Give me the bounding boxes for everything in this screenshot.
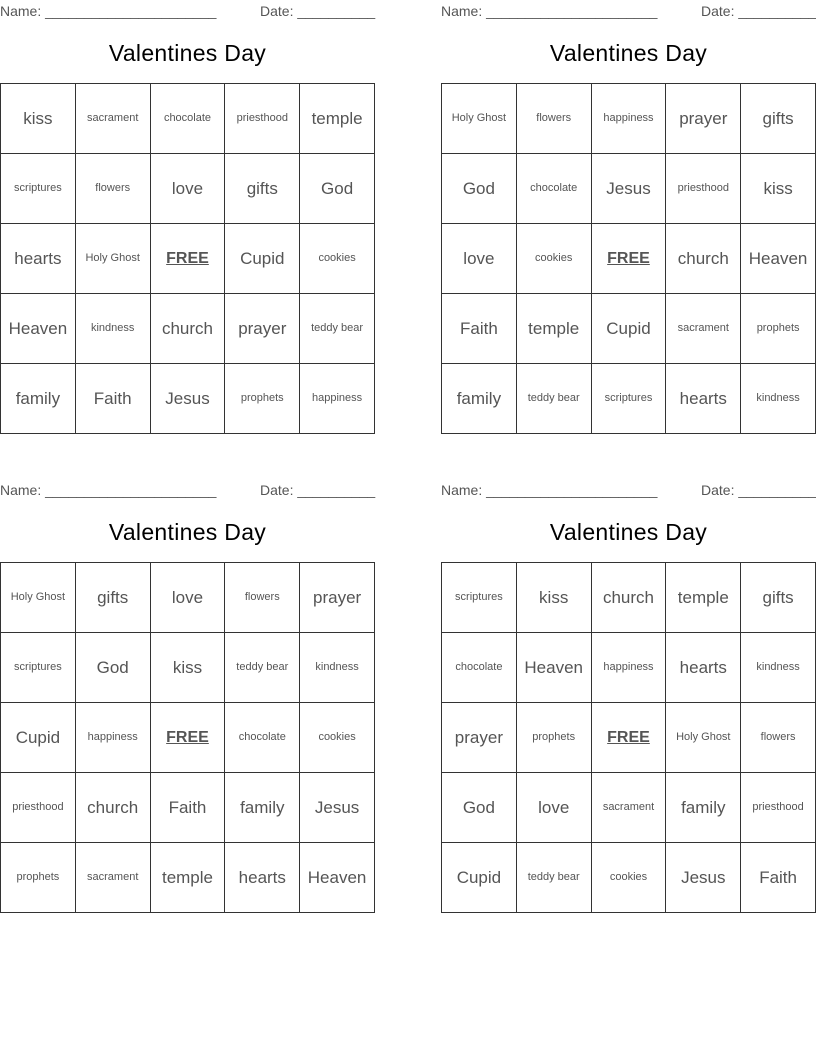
bingo-grid	[441, 83, 816, 434]
bingo-cell: sacrament	[666, 294, 741, 364]
date-label: Date: __________	[701, 3, 816, 19]
bingo-cell: Faith	[151, 773, 226, 843]
bingo-cell: teddy bear	[225, 633, 300, 703]
bingo-cell: love	[517, 773, 592, 843]
name-label: Name: ______________________	[441, 3, 658, 19]
bingo-cell: God	[300, 154, 375, 224]
bingo-cell: cookies	[592, 843, 667, 913]
bingo-cell: Heaven	[1, 294, 76, 364]
bingo-cell: Faith	[442, 294, 517, 364]
bingo-cell: Holy Ghost	[442, 84, 517, 154]
bingo-cell: priesthood	[666, 154, 741, 224]
card-title: Valentines Day	[108, 519, 267, 545]
free-space: FREE	[151, 703, 226, 773]
name-label: Name: ______________________	[441, 482, 658, 498]
card-title: Valentines Day	[549, 40, 708, 66]
bingo-cell: priesthood	[225, 84, 300, 154]
bingo-cell: sacrament	[592, 773, 667, 843]
bingo-cell: chocolate	[151, 84, 226, 154]
bingo-cell: cookies	[300, 703, 375, 773]
free-space: FREE	[592, 703, 667, 773]
bingo-cell: temple	[300, 84, 375, 154]
bingo-cell: priesthood	[741, 773, 816, 843]
bingo-cell: kindness	[76, 294, 151, 364]
free-space: FREE	[592, 224, 667, 294]
bingo-cell: scriptures	[442, 563, 517, 633]
bingo-cell: kindness	[741, 633, 816, 703]
bingo-cell: prayer	[666, 84, 741, 154]
bingo-cell: sacrament	[76, 843, 151, 913]
bingo-cell: gifts	[225, 154, 300, 224]
bingo-cell: flowers	[76, 154, 151, 224]
bingo-card-2	[441, 0, 816, 435]
bingo-cell: flowers	[517, 84, 592, 154]
bingo-cell: prayer	[442, 703, 517, 773]
bingo-cell: love	[151, 154, 226, 224]
date-label: Date: __________	[260, 3, 376, 19]
bingo-cell: hearts	[666, 633, 741, 703]
bingo-cell: chocolate	[225, 703, 300, 773]
card-header	[441, 3, 816, 19]
bingo-cell: Cupid	[1, 703, 76, 773]
bingo-cell: God	[76, 633, 151, 703]
bingo-cell: love	[151, 563, 226, 633]
bingo-cell: kindness	[300, 633, 375, 703]
bingo-cell: cookies	[300, 224, 375, 294]
name-label: Name: ______________________	[0, 3, 217, 19]
bingo-cell: hearts	[666, 364, 741, 434]
bingo-cell: kindness	[741, 364, 816, 434]
bingo-cell: gifts	[76, 563, 151, 633]
bingo-cell: flowers	[741, 703, 816, 773]
bingo-cell: church	[151, 294, 226, 364]
bingo-cell: prayer	[300, 563, 375, 633]
date-label: Date: __________	[260, 482, 376, 498]
bingo-cell: cookies	[517, 224, 592, 294]
bingo-cell: church	[666, 224, 741, 294]
bingo-cell: temple	[666, 563, 741, 633]
bingo-card-1	[0, 0, 375, 435]
bingo-cell: Jesus	[666, 843, 741, 913]
bingo-cell: hearts	[225, 843, 300, 913]
bingo-cell: Cupid	[442, 843, 517, 913]
name-label: Name: ______________________	[0, 482, 217, 498]
bingo-cell: Heaven	[300, 843, 375, 913]
bingo-cell: Heaven	[517, 633, 592, 703]
bingo-cell: Faith	[741, 843, 816, 913]
bingo-cell: kiss	[741, 154, 816, 224]
bingo-cell: gifts	[741, 84, 816, 154]
bingo-cell: sacrament	[76, 84, 151, 154]
bingo-cell: kiss	[517, 563, 592, 633]
card-header	[441, 482, 816, 498]
bingo-cell: priesthood	[1, 773, 76, 843]
bingo-cell: happiness	[300, 364, 375, 434]
bingo-cell: hearts	[1, 224, 76, 294]
bingo-cell: Holy Ghost	[76, 224, 151, 294]
bingo-cell: temple	[151, 843, 226, 913]
bingo-cell: God	[442, 773, 517, 843]
free-space: FREE	[151, 224, 226, 294]
card-header	[0, 482, 375, 498]
bingo-cell: prophets	[225, 364, 300, 434]
bingo-cell: Jesus	[300, 773, 375, 843]
bingo-cell: Faith	[76, 364, 151, 434]
bingo-cell: teddy bear	[300, 294, 375, 364]
bingo-cell: happiness	[76, 703, 151, 773]
bingo-cell: scriptures	[592, 364, 667, 434]
bingo-cell: kiss	[1, 84, 76, 154]
bingo-grid	[0, 562, 375, 913]
bingo-cell: gifts	[741, 563, 816, 633]
bingo-cell: teddy bear	[517, 843, 592, 913]
bingo-cell: teddy bear	[517, 364, 592, 434]
bingo-cell: prayer	[225, 294, 300, 364]
bingo-cell: God	[442, 154, 517, 224]
card-header	[0, 3, 375, 19]
bingo-cell: Cupid	[225, 224, 300, 294]
bingo-cell: church	[76, 773, 151, 843]
bingo-cell: chocolate	[442, 633, 517, 703]
bingo-grid	[441, 562, 816, 913]
bingo-cell: chocolate	[517, 154, 592, 224]
bingo-cell: kiss	[151, 633, 226, 703]
bingo-cell: Jesus	[151, 364, 226, 434]
bingo-cell: prophets	[1, 843, 76, 913]
bingo-cell: Holy Ghost	[666, 703, 741, 773]
card-title: Valentines Day	[108, 40, 267, 66]
bingo-cell: prophets	[741, 294, 816, 364]
bingo-cell: Cupid	[592, 294, 667, 364]
card-title: Valentines Day	[549, 519, 708, 545]
bingo-cell: family	[1, 364, 76, 434]
bingo-cell: Jesus	[592, 154, 667, 224]
bingo-grid	[0, 83, 375, 434]
bingo-cell: church	[592, 563, 667, 633]
bingo-cell: family	[666, 773, 741, 843]
bingo-cell: family	[442, 364, 517, 434]
bingo-cell: scriptures	[1, 154, 76, 224]
bingo-cell: family	[225, 773, 300, 843]
bingo-cell: happiness	[592, 84, 667, 154]
bingo-card-4	[441, 479, 816, 914]
bingo-cell: temple	[517, 294, 592, 364]
bingo-cell: Heaven	[741, 224, 816, 294]
bingo-card-3	[0, 479, 375, 914]
bingo-cell: love	[442, 224, 517, 294]
bingo-cell: happiness	[592, 633, 667, 703]
date-label: Date: __________	[701, 482, 816, 498]
bingo-cell: Holy Ghost	[1, 563, 76, 633]
bingo-cell: flowers	[225, 563, 300, 633]
bingo-cell: prophets	[517, 703, 592, 773]
bingo-cell: scriptures	[1, 633, 76, 703]
